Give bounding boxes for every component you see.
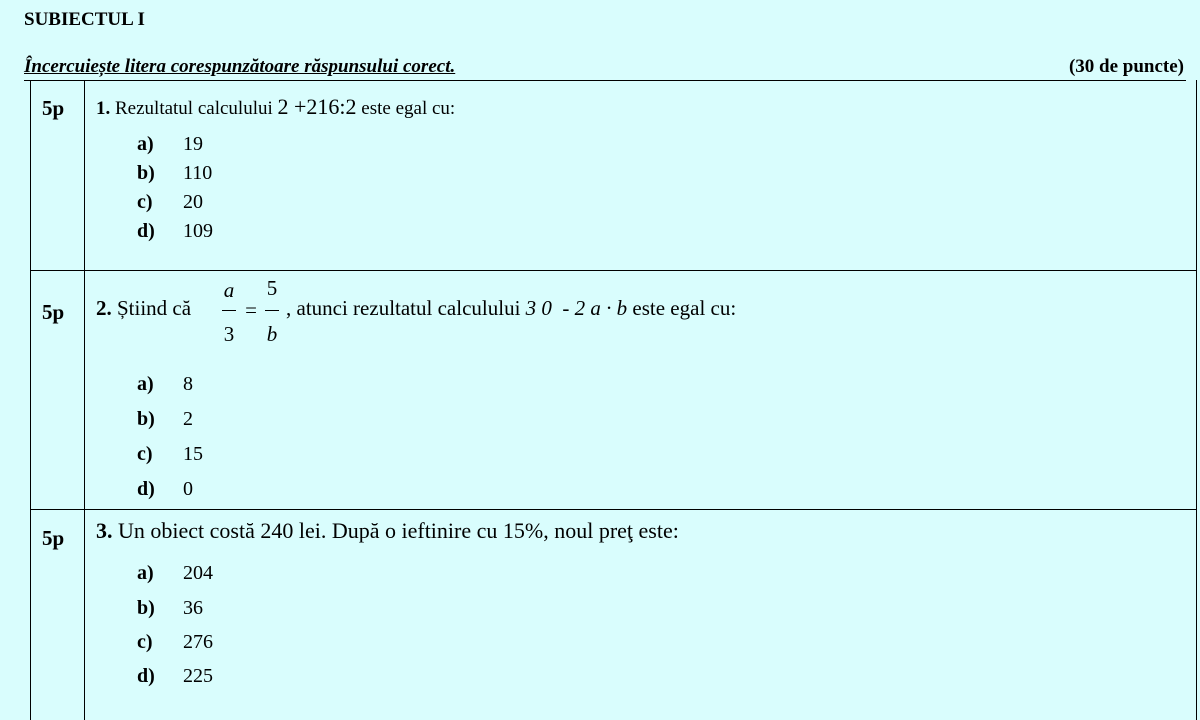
option-letter: d) [137, 220, 155, 242]
answer-option[interactable] [137, 562, 213, 585]
option-letter: a) [137, 373, 154, 395]
question-prompt: Un obiect costă 240 lei. După o ieftinire cu 15%, noul preţ este: [118, 518, 679, 543]
question-number: 1. [96, 98, 111, 119]
question-prompt: Știind că [117, 296, 192, 320]
answer-option[interactable] [137, 162, 212, 185]
question-divider-2 [30, 509, 1196, 510]
answer-option[interactable] [137, 191, 203, 214]
option-value: 36 [183, 597, 203, 619]
question-prompt-end: este egal cu: [361, 98, 456, 119]
question-points: 5p [42, 300, 65, 324]
fraction-1-numerator: a [223, 278, 235, 302]
option-value: 276 [183, 631, 213, 653]
question-text [96, 518, 679, 544]
math-expression: 2 +216:2 [277, 94, 357, 119]
option-value: 110 [183, 162, 213, 184]
option-letter: b) [137, 162, 155, 184]
question-points: 5p [42, 96, 65, 120]
option-value: 2 [183, 408, 193, 430]
question-divider-1 [30, 270, 1196, 271]
option-value: 19 [183, 133, 203, 155]
question-prompt-middle: , atunci rezultatul calculului [286, 296, 521, 320]
option-value: 20 [183, 191, 203, 213]
fraction-2-denominator: b [266, 322, 278, 346]
question-prompt-end: este egal cu: [632, 296, 737, 320]
option-letter: a) [137, 562, 154, 584]
option-letter: b) [137, 408, 155, 430]
question-prompt: Rezultatul calculului [115, 98, 273, 119]
question-text-continued [286, 296, 736, 321]
question-text [96, 94, 455, 120]
option-letter: d) [137, 665, 155, 687]
math-expression: 3 0 - 2 a · b [525, 296, 628, 320]
instruction-row [24, 56, 1184, 80]
answer-option[interactable] [137, 631, 213, 654]
fraction-1-bar [222, 310, 236, 311]
option-letter: b) [137, 597, 155, 619]
answer-option[interactable] [137, 220, 213, 243]
answer-option[interactable] [137, 373, 193, 396]
fraction-2-numerator: 5 [266, 276, 278, 300]
option-letter: c) [137, 443, 153, 465]
answer-option[interactable] [137, 133, 203, 156]
option-value: 15 [183, 443, 203, 465]
answer-option[interactable] [137, 665, 213, 688]
question-text [96, 296, 191, 321]
total-points: (30 de puncte) [1068, 56, 1184, 77]
option-value: 8 [183, 373, 193, 395]
equals-sign: = [245, 298, 257, 322]
option-value: 204 [183, 562, 213, 584]
option-letter: d) [137, 478, 155, 500]
option-letter: c) [137, 191, 153, 213]
answer-option[interactable] [137, 408, 193, 431]
option-letter: c) [137, 631, 153, 653]
question-number: 3. [96, 518, 113, 543]
answer-option[interactable] [137, 478, 193, 501]
question-points: 5p [42, 526, 65, 550]
section-title: SUBIECTUL I [24, 9, 145, 30]
option-letter: a) [137, 133, 154, 155]
instruction-text: Încercuiește litera corespunzătoare răspunsului corect. [24, 56, 456, 77]
answer-option[interactable] [137, 443, 203, 466]
option-value: 0 [183, 478, 193, 500]
fraction-2-bar [265, 310, 279, 311]
question-number: 2. [96, 296, 112, 320]
option-value: 225 [183, 665, 213, 687]
option-value: 109 [183, 220, 213, 242]
fraction-1-denominator: 3 [223, 322, 235, 346]
points-column-divider [84, 80, 85, 720]
answer-option[interactable] [137, 597, 203, 620]
